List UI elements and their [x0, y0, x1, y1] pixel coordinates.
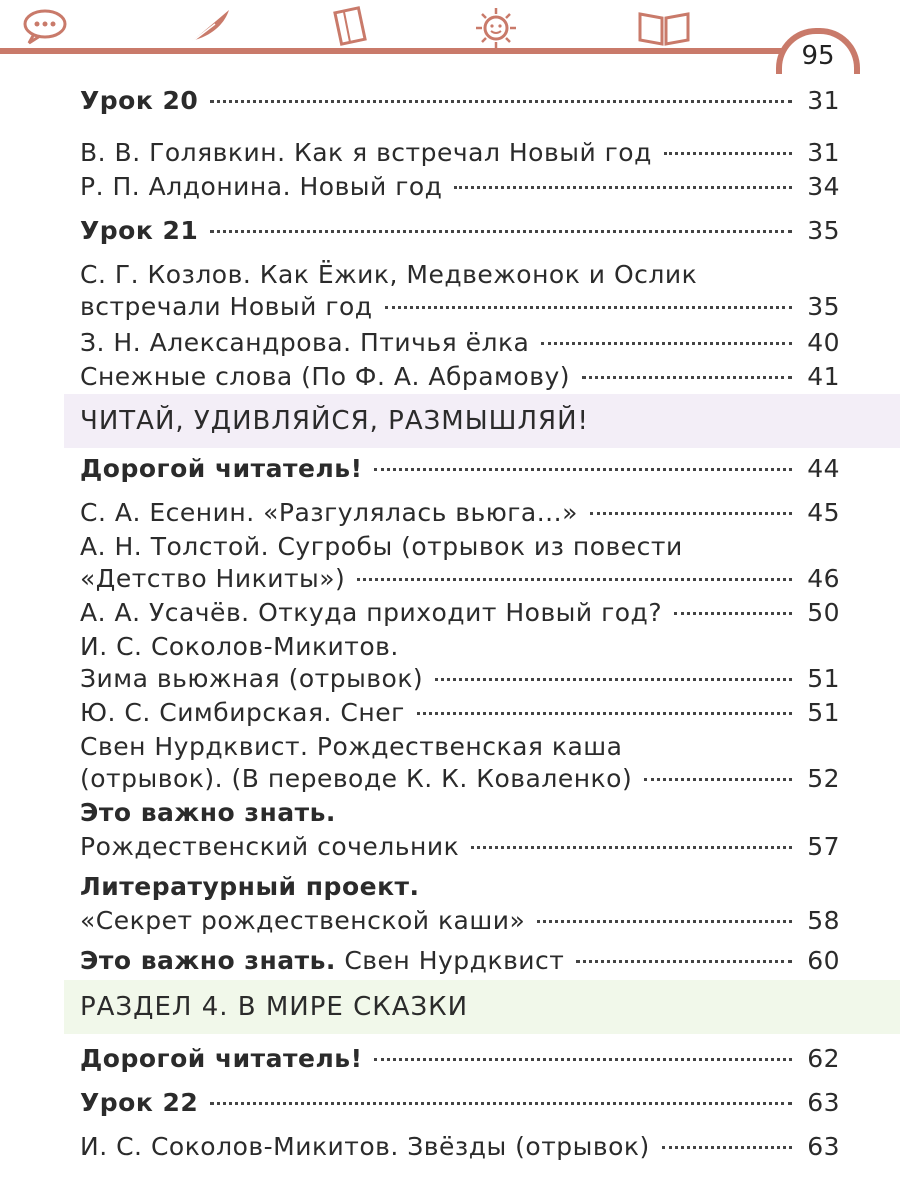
header-band [0, 0, 820, 54]
toc-page-number: 52 [807, 764, 840, 793]
toc-entry-row [80, 532, 840, 561]
toc-page-number: 51 [807, 698, 840, 727]
toc-entry-title: А. Н. Толстой. Сугробы (отрывок из повести [80, 532, 683, 561]
toc-entry-title: Урок 22 [80, 1088, 199, 1117]
dot-leader [454, 186, 792, 189]
toc-entry-bold-label: Это важно знать. [80, 946, 336, 975]
toc-entry-title: Зима вьюжная (отрывок) [80, 664, 424, 693]
dot-leader [210, 230, 792, 233]
dot-leader [374, 1058, 792, 1061]
toc-page-number: 57 [807, 832, 840, 861]
toc-entry-row [80, 798, 840, 827]
toc-page-number: 63 [807, 1132, 840, 1161]
toc-entry-title: Урок 21 [80, 216, 199, 245]
toc-entry-row [80, 906, 840, 935]
feather-icon [185, 6, 235, 46]
toc-entry-title: Р. П. Алдонина. Новый год [80, 172, 443, 201]
toc-entry-title: Дорогой читатель! [80, 454, 363, 483]
toc-page-number: 58 [807, 906, 840, 935]
dot-leader [664, 152, 792, 155]
toc-entry-title: «Секрет рождественской каши» [80, 906, 526, 935]
dot-leader [374, 468, 792, 471]
dot-leader [435, 678, 792, 681]
toc-entry-title: Это важно знать. [80, 798, 336, 827]
toc-lesson-row [80, 1044, 840, 1073]
dot-leader [662, 1146, 792, 1149]
dot-leader [210, 100, 792, 103]
toc-entry-title: В. В. Голявкин. Как я встречал Новый год [80, 138, 652, 167]
toc-lesson-row [80, 454, 840, 483]
toc-page-number: 31 [807, 138, 840, 167]
header-bar [0, 0, 900, 71]
toc-lesson-row [80, 1088, 840, 1117]
toc-page-number: 62 [807, 1044, 840, 1073]
toc-entry-title: Свен Нурдквист [335, 946, 565, 975]
toc-entry-title: И. С. Соколов-Микитов. Звёзды (отрывок) [80, 1132, 650, 1161]
toc-page-number: 51 [807, 664, 840, 693]
toc-entry-row [80, 946, 840, 975]
book-icon [330, 6, 374, 48]
toc-page-number: 35 [807, 292, 840, 321]
page-number: 95 [776, 28, 860, 74]
dot-leader [357, 578, 792, 581]
toc-lesson-row [80, 216, 840, 245]
sun-icon [472, 6, 520, 50]
toc-page-number: 35 [807, 216, 840, 245]
toc-entry-title: Ю. С. Симбирская. Снег [80, 698, 405, 727]
toc-page-number: 46 [807, 564, 840, 593]
toc-entry-title: А. А. Усачёв. Откуда приходит Новый год? [80, 598, 663, 627]
toc-page-number: 45 [807, 498, 840, 527]
toc-entry-row [80, 498, 840, 527]
page-number-tab [780, 0, 900, 70]
dot-leader [541, 342, 792, 345]
toc-entry-title: Дорогой читатель! [80, 1044, 363, 1073]
dot-leader [576, 960, 792, 963]
dot-leader [644, 778, 792, 781]
dot-leader [417, 712, 792, 715]
dot-leader [385, 306, 792, 309]
toc-entry-title: С. А. Есенин. «Разгулялась вьюга...» [80, 498, 578, 527]
toc-entry-title: Снежные слова (По Ф. А. Абрамову) [80, 362, 570, 391]
toc-entry-row [80, 138, 840, 167]
toc-entry-row [80, 664, 840, 693]
toc-lesson-row [80, 86, 840, 115]
toc-page-number: 63 [807, 1088, 840, 1117]
toc-entry-title: И. С. Соколов-Микитов. [80, 632, 399, 661]
speech-bubble-icon [20, 6, 70, 46]
toc-entry-row [80, 292, 840, 321]
section-heading: РАЗДЕЛ 4. В МИРЕ СКАЗКИ [64, 980, 900, 1034]
toc-entry-row [80, 328, 840, 357]
toc-page-number: 41 [807, 362, 840, 391]
toc-entry-row [80, 260, 840, 289]
toc-entry-row [80, 764, 840, 793]
toc-entry-row [80, 632, 840, 661]
toc-entry-row [80, 698, 840, 727]
toc-page-number: 50 [807, 598, 840, 627]
toc-entry-row [80, 832, 840, 861]
dot-leader [210, 1102, 792, 1105]
toc-entry-title: Литературный проект. [80, 872, 420, 901]
dot-leader [582, 376, 792, 379]
toc-entry-row [80, 732, 840, 761]
toc-entry-title: (отрывок). (В переводе К. К. Коваленко) [80, 764, 633, 793]
toc-entry-title: встречали Новый год [80, 292, 373, 321]
toc-entry-title: Рождественский сочельник [80, 832, 460, 861]
toc-entry-row [80, 598, 840, 627]
toc-entry-row [80, 872, 840, 901]
toc-entry-title: З. Н. Александрова. Птичья ёлка [80, 328, 530, 357]
toc-entry-title: С. Г. Козлов. Как Ёжик, Медвежонок и Ослик [80, 260, 698, 289]
toc-entry-row [80, 172, 840, 201]
toc-entry-title: Урок 20 [80, 86, 199, 115]
dot-leader [471, 846, 792, 849]
section-heading: ЧИТАЙ, УДИВЛЯЙСЯ, РАЗМЫШЛЯЙ! [64, 394, 900, 448]
dot-leader [537, 920, 792, 923]
toc-page-number: 40 [807, 328, 840, 357]
toc-page-number: 34 [807, 172, 840, 201]
toc-page-number: 31 [807, 86, 840, 115]
toc-entry-title: «Детство Никиты») [80, 564, 346, 593]
dot-leader [590, 512, 792, 515]
toc-entry-row [80, 1132, 840, 1161]
toc-entry-title: Свен Нурдквист. Рождественская каша [80, 732, 623, 761]
open-book-icon [636, 6, 692, 48]
dot-leader [674, 612, 792, 615]
toc-page-number: 44 [807, 454, 840, 483]
toc-entry-row [80, 362, 840, 391]
toc-entry-row [80, 564, 840, 593]
toc-page-number: 60 [807, 946, 840, 975]
